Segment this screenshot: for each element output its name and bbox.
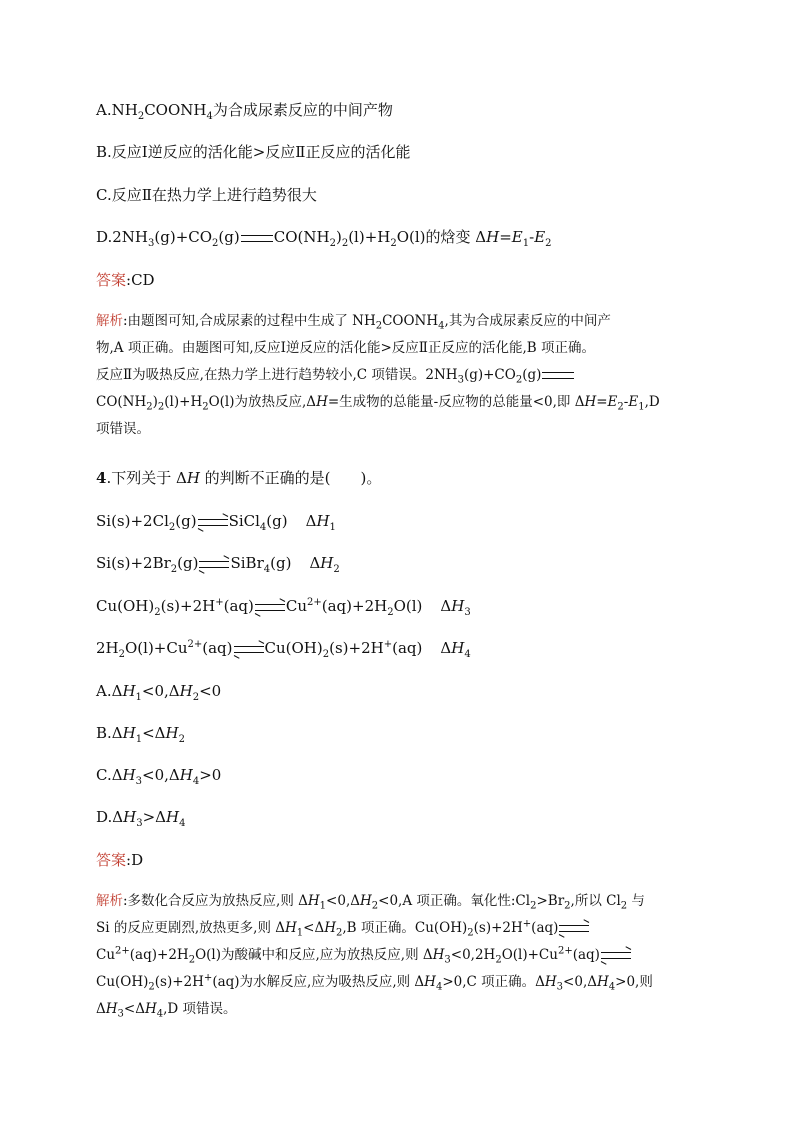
- analysis-label: 解析: [96, 313, 123, 329]
- q4-stem: 4.下列关于 ΔH 的判断不正确的是( )。: [96, 469, 382, 487]
- equilibrium-arrow-icon: [255, 603, 285, 612]
- q4-option-b: $B.\Delta H_1<\Delta H_2$: [96, 724, 185, 745]
- answer-label: 答案: [96, 271, 127, 289]
- q3-option-c: C.反应Ⅱ在热力学上进行趋势很大: [96, 186, 317, 204]
- equals-sign-icon: [542, 371, 574, 380]
- q4-option-a: $A.\Delta H_1<0,\Delta H_2<0$: [96, 682, 222, 703]
- equilibrium-arrow-icon: [559, 924, 589, 933]
- q3-option-a: $A.NH_2COONH_4$为合成尿素反应的中间产物: [96, 101, 393, 122]
- q4-reaction-1: $Si(s)+2Cl_2(g)$ SiCl$_4$(g) $\Delta H_1$: [96, 512, 336, 533]
- equilibrium-arrow-icon: [234, 645, 264, 654]
- q4-answer: 答案:D: [96, 851, 144, 869]
- q4-option-c: $C.\Delta H_3<0,\Delta H_4>0$: [96, 766, 222, 787]
- q4-reaction-3: $Cu(OH)_2(s)+2H^+(aq)$ $Cu^{2+}(aq)+2H_2O(l)$ $\Delta H_3$: [96, 597, 471, 618]
- equilibrium-arrow-icon: [199, 560, 229, 569]
- q4-option-d: $D.\Delta H_3>\Delta H_4$: [96, 808, 186, 829]
- equilibrium-arrow-icon: [601, 951, 631, 960]
- equals-sign-icon: [241, 234, 273, 243]
- equilibrium-arrow-icon: [198, 518, 228, 527]
- q4-reaction-4: $2H_2O(l)+Cu^{2+}(aq)$ $Cu(OH)_2(s)+2H^+(aq)$ $\Delta H_4$: [96, 639, 471, 660]
- q3-option-d: $D.2NH_3(g)+CO_2(g)$ $CO(NH_2)_2(l)+H_2O(l)$的焓变 $\Delta H=E_1-E_2$: [96, 228, 552, 249]
- analysis-label: 解析: [96, 893, 123, 909]
- q3-answer: 答案:CD: [96, 271, 155, 289]
- q4-reaction-2: $Si(s)+2Br_2(g)$ SiBr$_4$(g) $\Delta H_2$: [96, 554, 340, 575]
- q3-option-b: B.反应Ⅰ逆反应的活化能>反应Ⅱ正反应的活化能: [96, 143, 411, 161]
- q4-analysis: 解析:多数化合反应为放热反应,则 $\Delta H_1<0,\Delta H_2<0,A$ 项正确。氧化性$:Cl_2>Br_2$,所以 $Cl_2$ 与 Si 的反应更剧烈,放热更多,则 $\Delta H_1<\Delta H_2,B$ 项正确。$Cu(OH)_2(s)+2H^+(aq)$ $Cu^{2+}(aq)+2H_2O(l)$为酸碱中和反应,应为放热反应,则 $\Delta H_3<0,2H_2O(l)+Cu^{2+}(aq)$ $Cu(OH)_2(s)+2H^+(aq)$为水解反应,应为吸热反应,则 $\Delta H_4>0,C$ 项正确。$\Delta H_3<0,\Delta H_4>0$,则 $\Delta H_3<\Delta H_4,D$ 项错误。: [96, 893, 653, 1020]
- q3-analysis: 解析:由题图可知,合成尿素的过程中生成了 $NH_2COONH_4$,其为合成尿素反应的中间产 物,A 项正确。由题图可知,反应Ⅰ逆反应的活化能>反应Ⅱ正反应的活化能,B 项正确。 反应Ⅱ为吸热反应,在热力学上进行趋势较小,C 项错误。$2NH_3(g)+CO_2(g)$ $CO(NH_2)_2(l)+H_2O(l)$为放热反应,ΔH=生成物的总能量-反应物的总能量<0,即 $\Delta H=E_2-E_1,D$ 项错误。: [96, 313, 660, 437]
- answer-label: 答案: [96, 851, 127, 869]
